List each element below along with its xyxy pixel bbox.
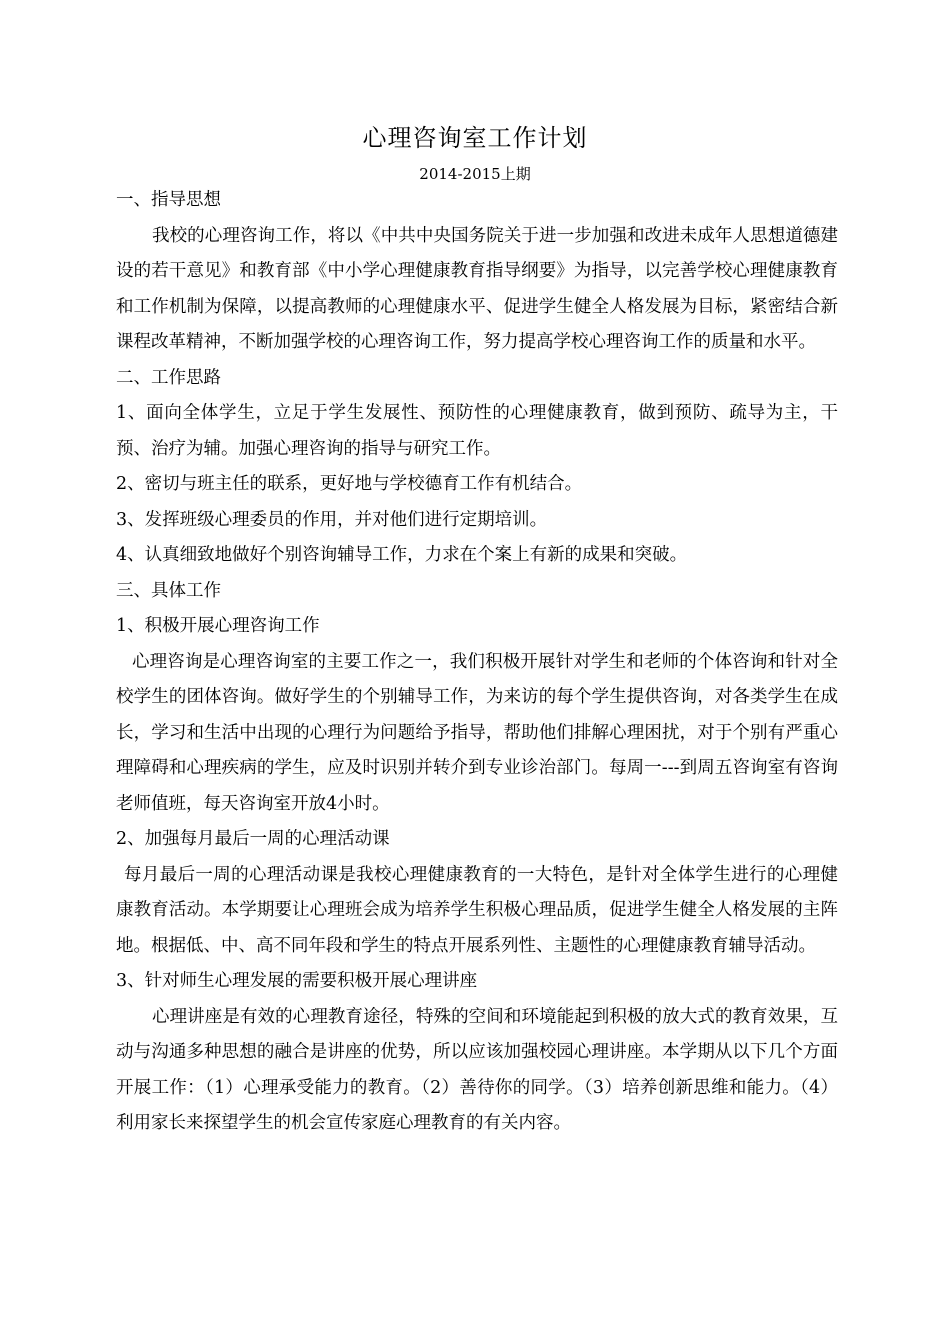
paragraph-monthly-activity-class: 每月最后一周的心理活动课是我校心理健康教育的一大特色，是针对全体学生进行的心理健康教育活动。本学期要让心理班会成为培养学生积极心理品质，促进学生健全人格发展的主阵地。根据低、中、高不同年段和学生的特点开展系列性、主题性的心理健康教育辅导活动。 <box>116 864 838 956</box>
list-item-approach-2: 2、密切与班主任的联系，更好地与学校德育工作有机结合。 <box>116 474 583 494</box>
section-heading-specific-work: 三、具体工作 <box>116 580 221 601</box>
document-subtitle: 2014-2015上期 <box>419 165 531 183</box>
document-body <box>116 183 838 1142</box>
list-item-approach-4: 4、认真细致地做好个别咨询辅导工作，力求在个案上有新的成果和突破。 <box>116 545 688 565</box>
list-item-approach-1: 1、面向全体学生，立足于学生发展性、预防性的心理健康教育，做到预防、疏导为主，干预、治疗为辅。加强心理咨询的指导与研究工作。 <box>116 403 838 459</box>
document-title: 心理咨询室工作计划 <box>362 124 588 152</box>
subheading-monthly-activity-class: 2、加强每月最后一周的心理活动课 <box>116 829 390 849</box>
section-heading-work-approach: 二、工作思路 <box>116 367 221 388</box>
paragraph-guiding-ideology: 我校的心理咨询工作，将以《中共中央国务院关于进一步加强和改进未成年人思想道德建设的若干意见》和教育部《中小学心理健康教育指导纲要》为指导，以完善学校心理健康教育和工作机制为保障，以提高教师的心理健康水平、促进学生健全人格发展为目标，紧密结合新课程改革精神，不断加强学校的心理咨询工作，努力提高学校心理咨询工作的质量和水平。 <box>116 225 838 352</box>
paragraph-counseling-work: 心理咨询是心理咨询室的主要工作之一，我们积极开展针对学生和老师的个体咨询和针对全校学生的团体咨询。做好学生的个别辅导工作，为来访的每个学生提供咨询，对各类学生在成长，学习和生活中出现的心理行为问题给予指导，帮助他们排解心理困扰，对于个别有严重心理障碍和心理疾病的学生，应及时识别并转介到专业诊治部门。每周一---到周五咨询室有咨询老师值班，每天咨询室开放4小时。 <box>116 651 838 814</box>
subheading-counseling-work: 1、积极开展心理咨询工作 <box>116 616 320 636</box>
section-heading-guiding-ideology: 一、指导思想 <box>116 190 221 210</box>
subheading-lectures: 3、针对师生心理发展的需要积极开展心理讲座 <box>116 971 478 991</box>
list-item-approach-3: 3、发挥班级心理委员的作用，并对他们进行定期培训。 <box>116 509 548 530</box>
paragraph-lectures: 心理讲座是有效的心理教育途径，特殊的空间和环境能起到积极的放大式的教育效果，互动与沟通多种思想的融合是讲座的优势，所以应该加强校园心理讲座。本学期从以下几个方面开展工作：（1）心理承受能力的教育。（2）善待你的同学。（3）培养创新思维和能力。（4）利用家长来探望学生的机会宣传家庭心理教育的有关内容。 <box>116 1006 838 1133</box>
